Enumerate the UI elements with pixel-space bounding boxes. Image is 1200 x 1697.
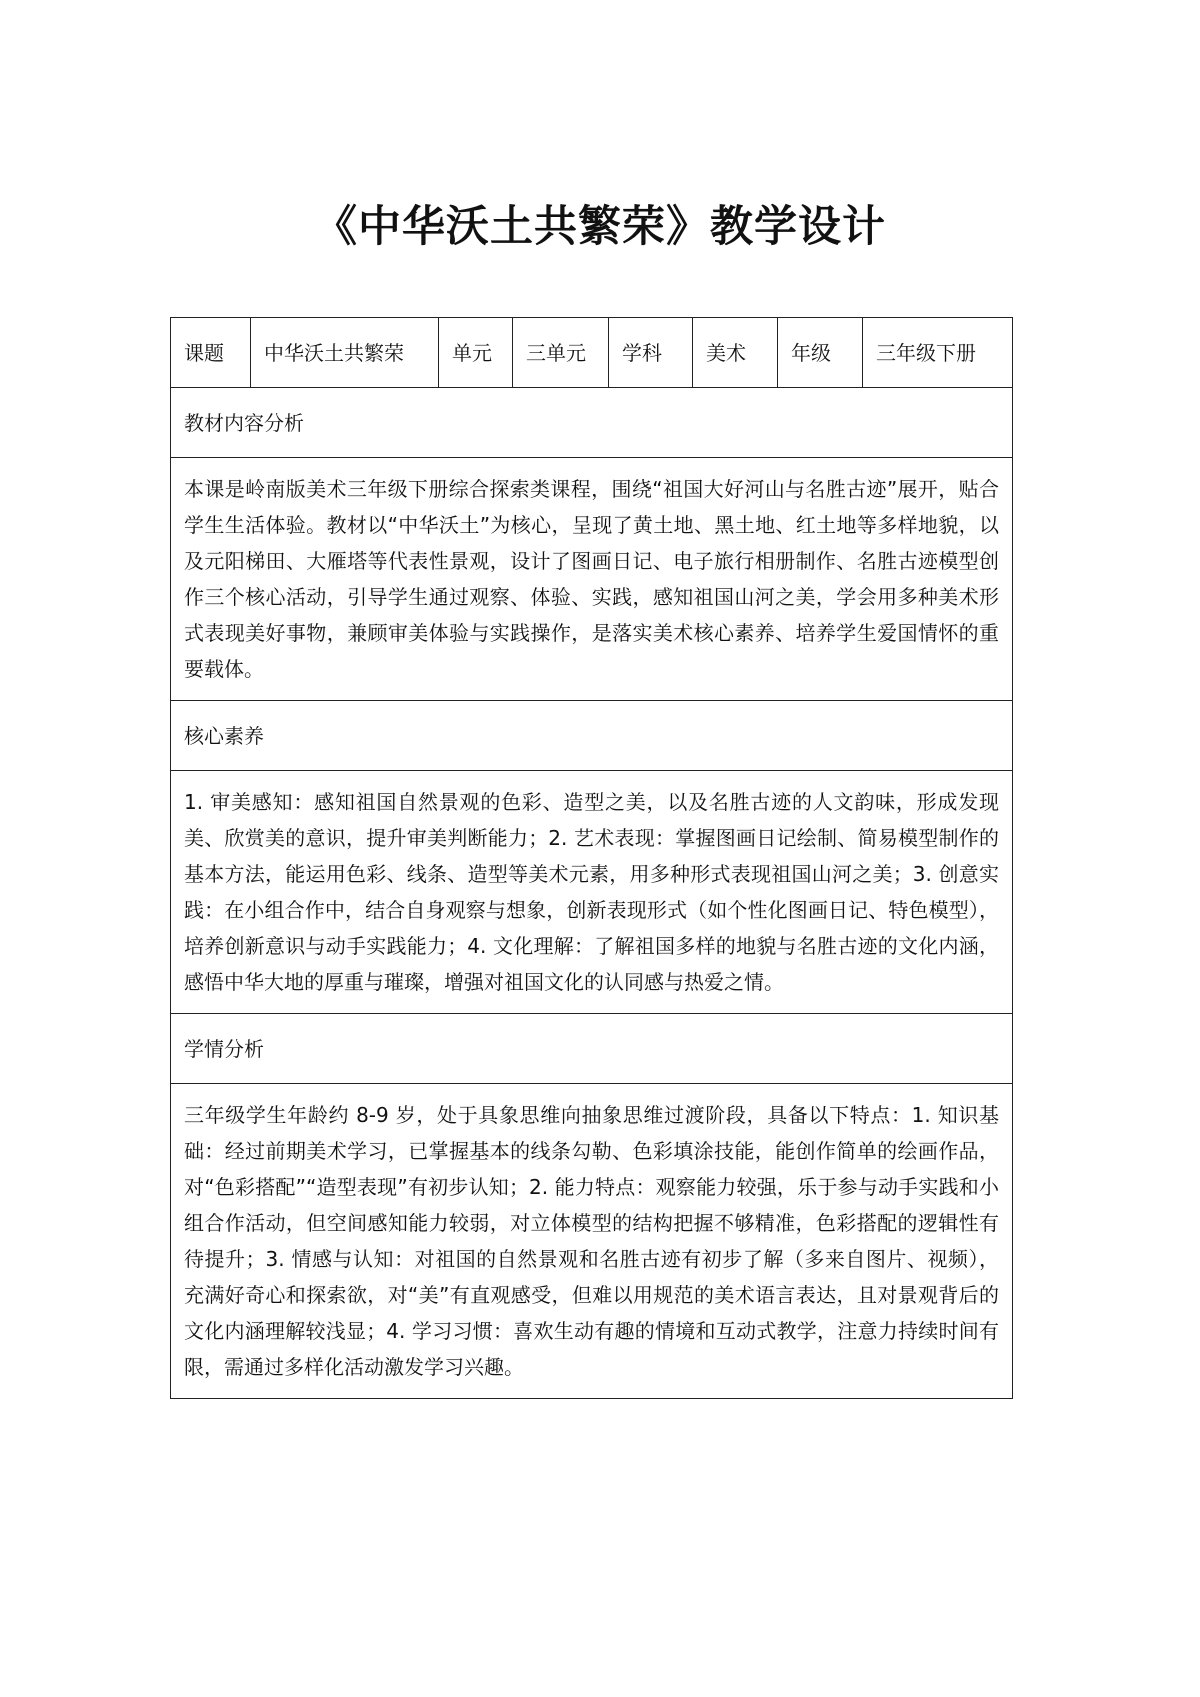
section-body-row (171, 771, 1013, 1014)
section-heading-learner-analysis: 学情分析 (171, 1014, 1013, 1084)
section-body-row (171, 458, 1013, 701)
subject-value: 美术 (693, 318, 778, 388)
section-heading-material-analysis: 教材内容分析 (171, 388, 1013, 458)
info-row (171, 318, 1013, 388)
section-heading-row (171, 701, 1013, 771)
grade-label: 年级 (778, 318, 863, 388)
section-body-material-analysis: 本课是岭南版美术三年级下册综合探索类课程，围绕“祖国大好河山与名胜古迹”展开，贴合学生生活体验。教材以“中华沃土”为核心，呈现了黄土地、黑土地、红土地等多样地貌，以及元阳梯田、大雁塔等代表性景观，设计了图画日记、电子旅行相册制作、名胜古迹模型创作三个核心活动，引导学生通过观察、体验、实践，感知祖国山河之美，学会用多种美术形式表现美好事物，兼顾审美体验与实践操作，是落实美术核心素养、培养学生爱国情怀的重要载体。 (171, 458, 1013, 701)
subject-label: 学科 (609, 318, 693, 388)
section-body-core-literacy: 1. 审美感知：感知祖国自然景观的色彩、造型之美，以及名胜古迹的人文韵味，形成发现美、欣赏美的意识，提升审美判断能力；2. 艺术表现：掌握图画日记绘制、简易模型制作的基本方法，能运用色彩、线条、造型等美术元素，用多种形式表现祖国山河之美；3. 创意实践：在小组合作中，结合自身观察与想象，创新表现形式（如个性化图画日记、特色模型），培养创新意识与动手实践能力；4. 文化理解：了解祖国多样的地貌与名胜古迹的文化内涵，感悟中华大地的厚重与璀璨，增强对祖国文化的认同感与热爱之情。 (171, 771, 1013, 1014)
unit-value: 三单元 (513, 318, 609, 388)
lesson-plan-table (170, 317, 1013, 1399)
section-body-row (171, 1084, 1013, 1399)
section-heading-core-literacy: 核心素养 (171, 701, 1013, 771)
grade-value: 三年级下册 (863, 318, 1013, 388)
topic-value: 中华沃土共繁荣 (251, 318, 439, 388)
section-heading-row (171, 1014, 1013, 1084)
section-heading-row (171, 388, 1013, 458)
topic-label: 课题 (171, 318, 251, 388)
section-body-learner-analysis: 三年级学生年龄约 8-9 岁，处于具象思维向抽象思维过渡阶段，具备以下特点：1. 知识基础：经过前期美术学习，已掌握基本的线条勾勒、色彩填涂技能，能创作简单的绘画作品，对“色彩搭配”“造型表现”有初步认知；2. 能力特点：观察能力较强，乐于参与动手实践和小组合作活动，但空间感知能力较弱，对立体模型的结构把握不够精准，色彩搭配的逻辑性有待提升；3. 情感与认知：对祖国的自然景观和名胜古迹有初步了解（多来自图片、视频），充满好奇心和探索欲，对“美”有直观感受，但难以用规范的美术语言表达，且对景观背后的文化内涵理解较浅显；4. 学习习惯：喜欢生动有趣的情境和互动式教学，注意力持续时间有限，需通过多样化活动激发学习兴趣。 (171, 1084, 1013, 1399)
unit-label: 单元 (439, 318, 513, 388)
page-title: 《中华沃土共繁荣》教学设计 (314, 202, 886, 252)
